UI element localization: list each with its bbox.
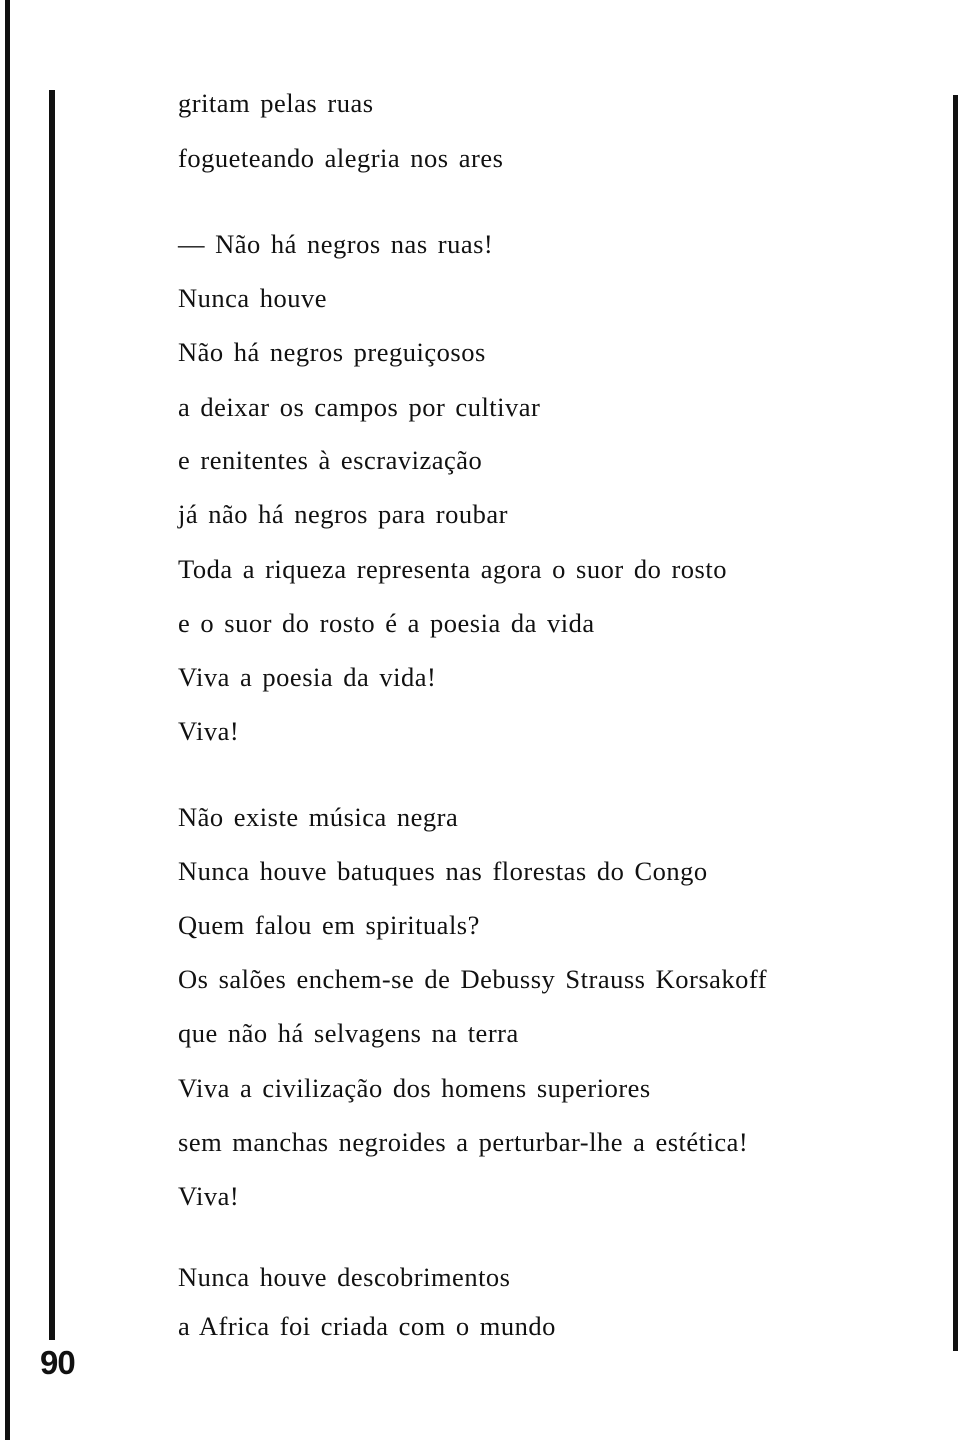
poem-line: fogueteando alegria nos ares [178, 143, 504, 173]
poem-line: sem manchas negroides a perturbar-lhe a estética! [178, 1127, 749, 1157]
poem-line: a Africa foi criada com o mundo [178, 1311, 556, 1341]
poem-line: Quem falou em spirituals? [178, 910, 480, 940]
poem-line: e renitentes à escravização [178, 445, 483, 475]
poem-line: Nunca houve batuques nas florestas do Congo [178, 856, 708, 886]
poem-line: Não há negros preguiçosos [178, 337, 486, 367]
poem-line: Nunca houve descobrimentos [178, 1262, 511, 1292]
poem-line: Toda a riqueza representa agora o suor do rosto [178, 554, 727, 584]
poem-line: já não há negros para roubar [178, 499, 508, 529]
page-edge-rule [5, 0, 10, 1440]
left-margin-rule [49, 90, 55, 1340]
poem-line: a deixar os campos por cultivar [178, 392, 541, 422]
poem-line: gritam pelas ruas [178, 88, 374, 118]
poem-line: que não há selvagens na terra [178, 1018, 519, 1048]
poem-line: Os salões enchem-se de Debussy Strauss Korsakoff [178, 964, 768, 994]
poem-line: Não existe música negra [178, 802, 459, 832]
page-number: 90 [40, 1344, 75, 1381]
poem-line: — Não há negros nas ruas! [178, 229, 494, 259]
poem-line: Viva a civilização dos homens superiores [178, 1073, 651, 1103]
poem-line: e o suor do rosto é a poesia da vida [178, 608, 595, 638]
poem-line: Viva a poesia da vida! [178, 662, 437, 692]
right-margin-rule [953, 95, 958, 1351]
poem-line: Viva! [178, 716, 240, 746]
poem-line: Viva! [178, 1181, 240, 1211]
poem-line: Nunca houve [178, 283, 328, 313]
